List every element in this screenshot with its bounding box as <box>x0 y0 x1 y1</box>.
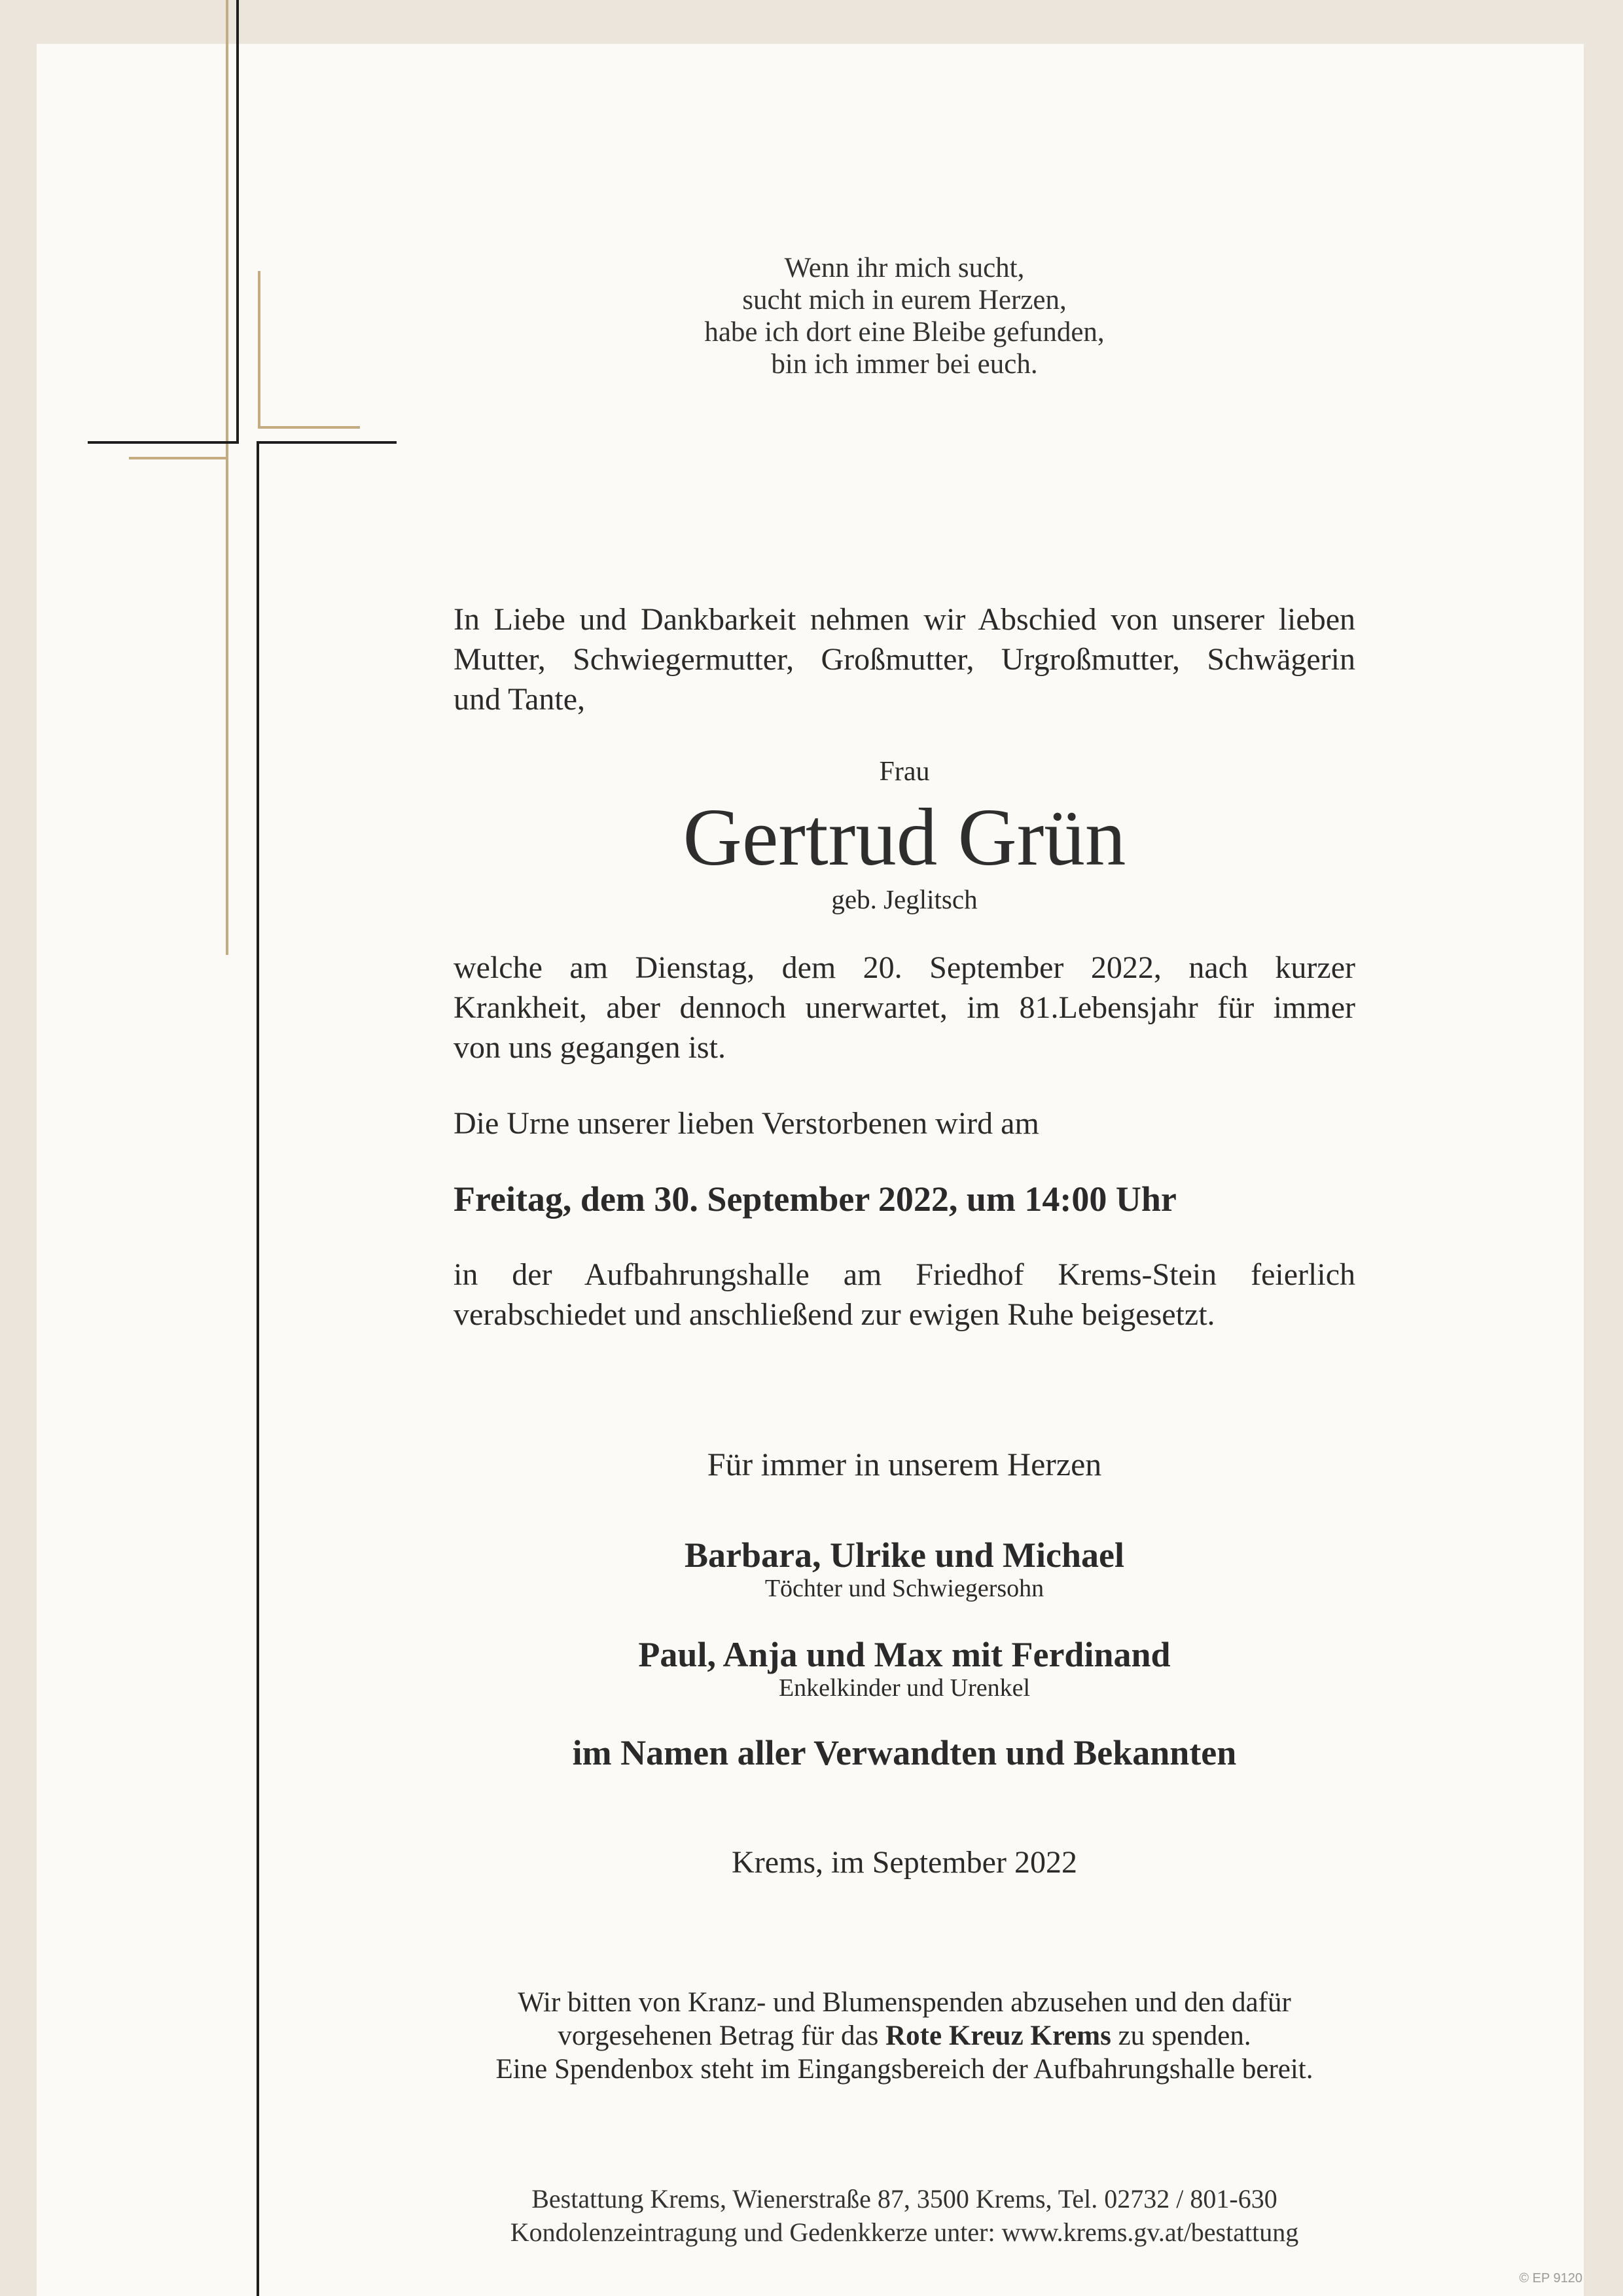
urn-intro: Die Urne unserer lieben Verstorbenen wird am <box>454 1106 1039 1141</box>
intro-paragraph <box>454 600 1355 719</box>
donation-organization: Rote Kreuz Krems <box>885 2020 1111 2051</box>
death-notice-line: Krankheit, aber dennoch unerwartet, im 81.Lebensjahr für immer <box>454 990 1355 1025</box>
poem-line: bin ich immer bei euch. <box>771 349 1038 380</box>
mourner-names: Barbara, Ulrike und Michael <box>685 1535 1124 1575</box>
copyright-notice: © EP 9120 <box>1519 2271 1582 2286</box>
deceased-name: Gertrud Grün <box>683 793 1126 883</box>
footer-condolence: Kondolenzeintragung und Gedenkkerze unter: www.krems.gv.at/bestattung <box>510 2217 1299 2247</box>
salutation: Frau <box>879 757 930 787</box>
intro-line: Mutter, Schwiegermutter, Großmutter, Urgroßmutter, Schwägerin <box>454 642 1355 677</box>
birth-name: geb. Jeglitsch <box>831 884 978 914</box>
cross-line-dark-left <box>88 0 238 442</box>
death-notice-line: welche am Dienstag, dem 20. September 2022, nach kurzer <box>454 950 1355 985</box>
poem-line: habe ich dort eine Bleibe gefunden, <box>704 317 1105 348</box>
poem-line: sucht mich in eurem Herzen, <box>742 285 1067 315</box>
death-notice-paragraph <box>454 948 1355 1067</box>
donation-line: Wir bitten von Kranz- und Blumenspenden abzusehen und den dafür <box>518 1987 1291 2018</box>
ceremony-line: in der Aufbahrungshalle am Friedhof Krems-Stein feierlich <box>454 1257 1355 1292</box>
donation-request <box>288 1986 1521 2086</box>
donation-text: zu spenden. <box>1111 2020 1251 2051</box>
donation-line <box>288 2019 1521 2053</box>
ceremony-paragraph <box>454 1255 1355 1335</box>
mourner-relation: Enkelkinder und Urenkel <box>778 1674 1031 1702</box>
mourner-relation: Töchter und Schwiegersohn <box>764 1575 1044 1602</box>
mourner-names: Paul, Anja und Max mit Ferdinand <box>638 1635 1171 1674</box>
donation-line: Eine Spendenbox steht im Eingangsbereich der Aufbahrungshalle bereit. <box>495 2054 1313 2085</box>
poem <box>288 252 1521 380</box>
funeral-home-footer <box>288 2182 1521 2249</box>
intro-line: und Tante, <box>454 682 586 717</box>
motto: Für immer in unserem Herzen <box>707 1446 1102 1482</box>
ceremony-line: verabschiedet und anschließend zur ewigen Ruhe beigesetzt. <box>454 1297 1215 1332</box>
donation-text: vorgesehenen Betrag für das <box>558 2020 886 2051</box>
funeral-date-time: Freitag, dem 30. September 2022, um 14:00 Uhr <box>454 1179 1177 1219</box>
poem-line: Wenn ihr mich sucht, <box>784 253 1025 283</box>
closing-line: im Namen aller Verwandten und Bekannten <box>572 1733 1237 1772</box>
footer-address: Bestattung Krems, Wienerstraße 87, 3500 Krems, Tel. 02732 / 801-630 <box>531 2184 1277 2214</box>
death-notice-line: von uns gegangen ist. <box>454 1030 726 1065</box>
place-date: Krems, im September 2022 <box>732 1845 1077 1880</box>
intro-line: In Liebe und Dankbarkeit nehmen wir Abschied von unserer lieben <box>454 602 1355 637</box>
